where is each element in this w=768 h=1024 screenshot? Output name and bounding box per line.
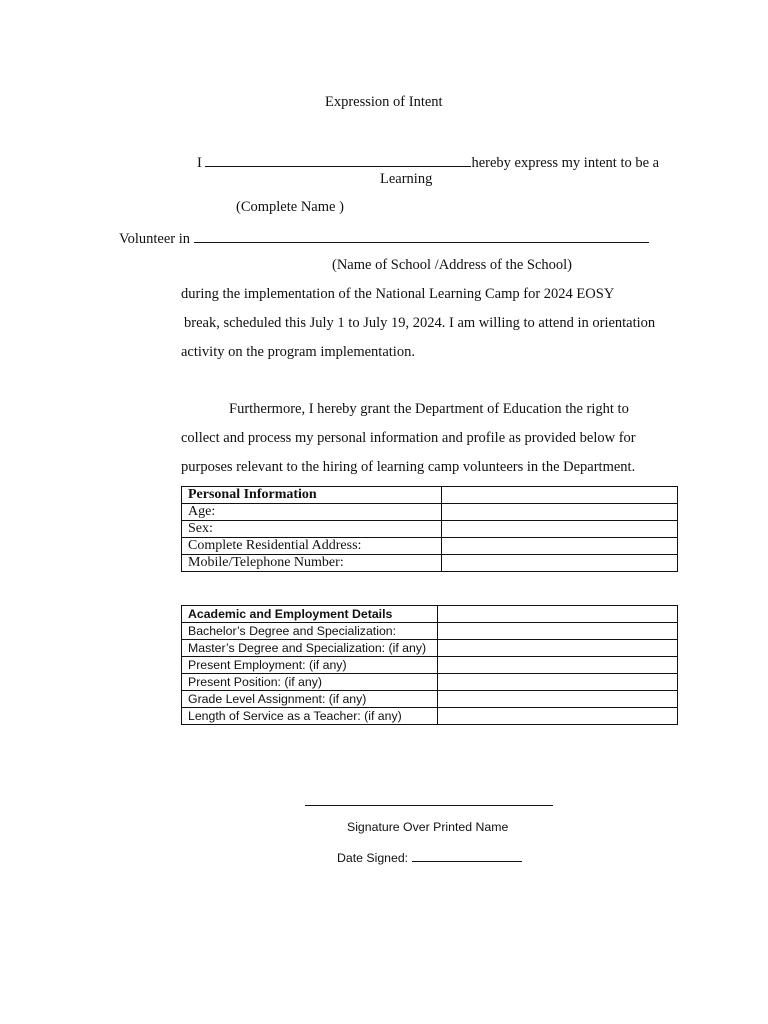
age-field[interactable] [441,504,677,521]
signature-label: Signature Over Printed Name [347,820,509,834]
masters-label: Master’s Degree and Specialization: (if any) [182,640,438,657]
phone-field[interactable] [441,555,677,572]
age-label: Age: [182,504,442,521]
table-row [182,708,678,725]
table-row [182,538,678,555]
bachelors-label: Bachelor’s Degree and Specialization: [182,623,438,640]
sex-field[interactable] [441,521,677,538]
personal-info-table [181,486,678,572]
school-hint: (Name of School /Address of the School) [332,257,573,273]
personal-info-header-value [441,487,677,504]
paragraph2-line3: purposes relevant to the hiring of learning camp volunteers in the Department. [181,459,636,475]
paragraph1-line3: activity on the program implementation. [181,344,415,360]
date-signed-blank[interactable] [412,850,522,862]
personal-info-header: Personal Information [182,487,442,504]
present-position-field[interactable] [437,674,677,691]
present-position-label: Present Position: (if any) [182,674,438,691]
date-signed-label: Date Signed: [337,851,409,866]
academic-header-value [437,606,677,623]
grade-level-label: Grade Level Assignment: (if any) [182,691,438,708]
paragraph2-line2: collect and process my personal information and profile as provided below for [181,430,636,446]
present-employment-label: Present Employment: (if any) [182,657,438,674]
sex-label: Sex: [182,521,442,538]
table-row [182,555,678,572]
table-row [182,521,678,538]
table-row [182,487,678,504]
date-signed-line [337,850,522,864]
phone-label: Mobile/Telephone Number: [182,555,442,572]
table-row [182,640,678,657]
intro-continued: Learning [380,171,433,187]
academic-employment-table [181,605,678,725]
intro-line [197,153,659,171]
document-title: Expression of Intent [325,94,443,110]
length-of-service-field[interactable] [437,708,677,725]
table-row [182,691,678,708]
grade-level-field[interactable] [437,691,677,708]
address-field[interactable] [441,538,677,555]
address-label: Complete Residential Address: [182,538,442,555]
table-row [182,504,678,521]
volunteer-prefix: Volunteer in [119,231,191,248]
paragraph2-line1: Furthermore, I hereby grant the Department of Education the right to [229,401,629,417]
table-row [182,606,678,623]
length-of-service-label: Length of Service as a Teacher: (if any) [182,708,438,725]
complete-name-blank[interactable] [205,153,471,167]
masters-field[interactable] [437,640,677,657]
table-row [182,674,678,691]
paragraph1-line2: break, scheduled this July 1 to July 19, 2024. I am willing to attend in orientation [184,315,656,331]
paragraph1-line1: during the implementation of the National Learning Camp for 2024 EOSY [181,286,615,302]
table-row [182,657,678,674]
intro-prefix: I [197,155,202,172]
academic-header: Academic and Employment Details [182,606,438,623]
signature-line[interactable] [305,805,553,806]
volunteer-line [119,229,649,247]
complete-name-hint: (Complete Name ) [236,199,344,215]
intro-suffix: hereby express my intent to be a [471,155,660,172]
table-row [182,623,678,640]
school-name-blank[interactable] [194,229,649,243]
present-employment-field[interactable] [437,657,677,674]
bachelors-field[interactable] [437,623,677,640]
